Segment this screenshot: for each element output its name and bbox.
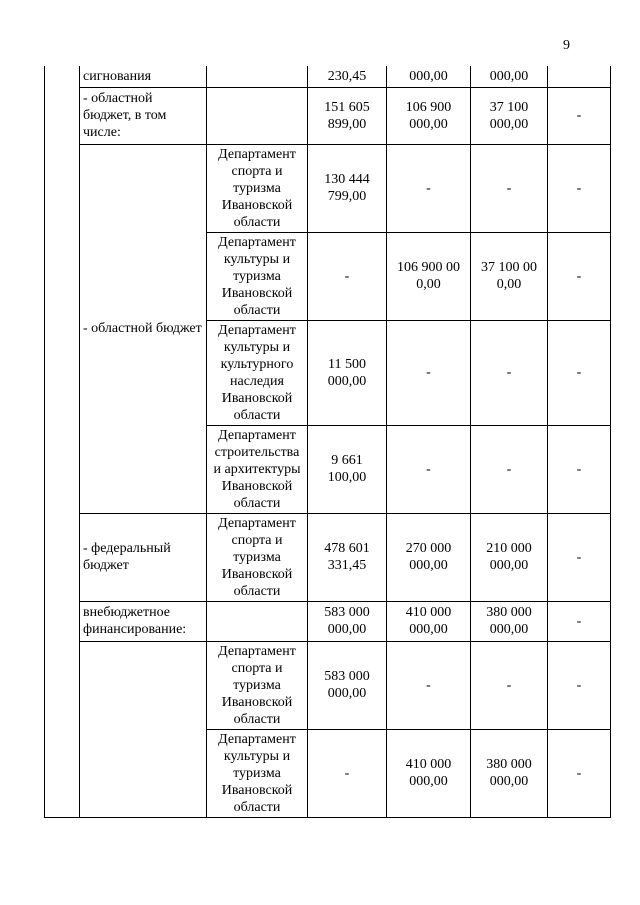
value-cell: 478 601 331,45 xyxy=(308,513,387,601)
side-column xyxy=(45,66,80,817)
value-cell: - xyxy=(548,144,611,232)
value-cell: - xyxy=(308,729,387,817)
source-cell: - областной бюджет xyxy=(80,144,207,513)
source-cell: внебюджетное финансирование: xyxy=(80,601,207,641)
value-cell: 130 444 799,00 xyxy=(308,144,387,232)
executor-cell: Департамент строительства и архитектуры Ивановской области xyxy=(207,425,308,513)
executor-cell xyxy=(207,601,308,641)
value-cell: 106 900 00 0,00 xyxy=(387,232,471,320)
source-cell: - федеральный бюджет xyxy=(80,513,207,601)
value-cell: 106 900 000,00 xyxy=(387,87,471,144)
value-cell: 583 000 000,00 xyxy=(308,601,387,641)
executor-cell xyxy=(207,87,308,144)
value-cell: - xyxy=(548,729,611,817)
value-cell: 11 500 000,00 xyxy=(308,320,387,425)
table-row xyxy=(45,144,611,232)
value-cell: - xyxy=(548,513,611,601)
source-cell: - областной бюджет, в том числе: xyxy=(80,87,207,144)
table-row xyxy=(45,641,611,729)
value-cell: - xyxy=(471,641,548,729)
value-cell: 210 000 000,00 xyxy=(471,513,548,601)
value-cell: 230,45 xyxy=(308,66,387,87)
value-cell: 410 000 000,00 xyxy=(387,729,471,817)
value-cell: - xyxy=(471,144,548,232)
value-cell: 37 100 000,00 xyxy=(471,87,548,144)
executor-cell: Департамент культуры и культурного наследия Ивановской области xyxy=(207,320,308,425)
page-number: 9 xyxy=(563,38,570,53)
value-cell: - xyxy=(548,87,611,144)
value-cell: - xyxy=(387,320,471,425)
value-cell: 270 000 000,00 xyxy=(387,513,471,601)
value-cell: 583 000 000,00 xyxy=(308,641,387,729)
value-cell: - xyxy=(548,641,611,729)
value-cell: - xyxy=(471,425,548,513)
value-cell: 380 000 000,00 xyxy=(471,601,548,641)
table-row xyxy=(45,66,611,87)
value-cell: 151 605 899,00 xyxy=(308,87,387,144)
value-cell: 380 000 000,00 xyxy=(471,729,548,817)
value-cell: - xyxy=(387,425,471,513)
value-cell: - xyxy=(548,320,611,425)
source-cell: сигнования xyxy=(80,66,207,87)
value-cell: - xyxy=(548,601,611,641)
value-cell: - xyxy=(387,641,471,729)
value-cell: - xyxy=(471,320,548,425)
value-cell: 000,00 xyxy=(387,66,471,87)
value-cell: - xyxy=(548,232,611,320)
value-cell: 410 000 000,00 xyxy=(387,601,471,641)
executor-cell: Департамент спорта и туризма Ивановской области xyxy=(207,144,308,232)
value-cell: 37 100 00 0,00 xyxy=(471,232,548,320)
value-cell: 000,00 xyxy=(471,66,548,87)
table-row xyxy=(45,87,611,144)
value-cell: 9 661 100,00 xyxy=(308,425,387,513)
value-cell: - xyxy=(308,232,387,320)
budget-table xyxy=(44,66,611,818)
table-row xyxy=(45,601,611,641)
executor-cell: Департамент культуры и туризма Ивановской области xyxy=(207,729,308,817)
executor-cell: Департамент спорта и туризма Ивановской области xyxy=(207,513,308,601)
table-row xyxy=(45,513,611,601)
executor-cell: Департамент культуры и туризма Ивановской области xyxy=(207,232,308,320)
value-cell: - xyxy=(387,144,471,232)
source-cell xyxy=(80,641,207,817)
executor-cell: Департамент спорта и туризма Ивановской области xyxy=(207,641,308,729)
value-cell xyxy=(548,66,611,87)
executor-cell xyxy=(207,66,308,87)
value-cell: - xyxy=(548,425,611,513)
